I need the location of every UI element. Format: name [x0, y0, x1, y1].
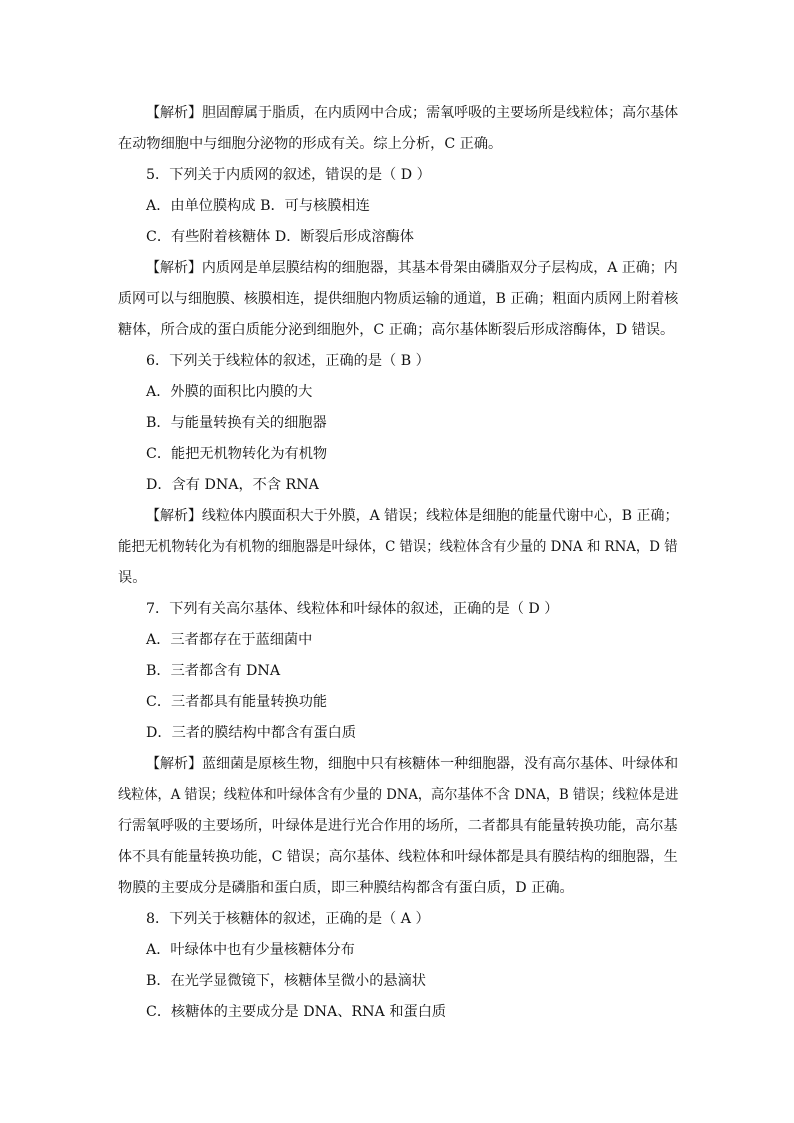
question-7-stem: 7．下列有关高尔基体、线粒体和叶绿体的叙述，正确的是（ D ） — [146, 601, 559, 617]
analysis-7-line-5: 物膜的主要成分是磷脂和蛋白质，即三种膜结构都含有蛋白质，D 正确。 — [118, 880, 574, 896]
question-5-options-ab: A．由单位膜构成 B．可与核膜相连 — [146, 198, 370, 214]
analysis-6-line-2: 能把无机物转化为有机物的细胞器是叶绿体，C 错误；线粒体含有少量的 DNA 和 RNA，D 错 — [118, 539, 678, 555]
analysis-7-line-4: 体不具有能量转换功能，C 错误；高尔基体、线粒体和叶绿体都是具有膜结构的细胞器，生 — [118, 849, 678, 865]
question-6-option-a: A．外膜的面积比内膜的大 — [146, 384, 313, 400]
analysis-7-line-2: 线粒体，A 错误；线粒体和叶绿体含有少量的 DNA，高尔基体不含 DNA，B 错误；线粒体是进 — [118, 787, 679, 803]
question-8-stem: 8．下列关于核糖体的叙述，正确的是（ A ） — [146, 911, 430, 927]
question-5-stem: 5．下列关于内质网的叙述，错误的是（ D ） — [146, 167, 431, 183]
analysis-7-line-3: 行需氧呼吸的主要场所，叶绿体是进行光合作用的场所，二者都具有能量转换功能，高尔基 — [118, 818, 678, 834]
analysis-7-line-1: 【解析】蓝细菌是原核生物，细胞中只有核糖体一种细胞器，没有高尔基体、叶绿体和 — [146, 756, 679, 772]
question-6-option-d: D．含有 DNA，不含 RNA — [146, 477, 319, 493]
question-7-option-c: C．三者都具有能量转换功能 — [146, 694, 328, 710]
analysis-4-line-2: 在动物细胞中与细胞分泌物的形成有关。综上分析，C 正确。 — [118, 136, 503, 152]
question-7-option-b: B．三者都含有 DNA — [146, 663, 281, 679]
question-6-option-c: C．能把无机物转化为有机物 — [146, 446, 328, 462]
question-7-option-d: D．三者的膜结构中都含有蛋白质 — [146, 725, 357, 741]
question-7-option-a: A．三者都存在于蓝细菌中 — [146, 632, 313, 648]
analysis-6-line-3: 误。 — [118, 570, 147, 586]
analysis-4-line-1: 【解析】胆固醇属于脂质，在内质网中合成；需氧呼吸的主要场所是线粒体；高尔基体 — [146, 105, 679, 121]
analysis-6-line-1: 【解析】线粒体内膜面积大于外膜，A 错误；线粒体是细胞的能量代谢中心，B 正确； — [146, 508, 679, 524]
question-8-option-b: B．在光学显微镜下，核糖体呈微小的悬滴状 — [146, 973, 426, 989]
question-8-option-a: A．叶绿体中也有少量核糖体分布 — [146, 942, 355, 958]
question-8-option-c: C．核糖体的主要成分是 DNA、RNA 和蛋白质 — [146, 1004, 447, 1020]
question-6-stem: 6．下列关于线粒体的叙述，正确的是（ B ） — [146, 353, 430, 369]
question-6-option-b: B．与能量转换有关的细胞器 — [146, 415, 327, 431]
analysis-5-line-2: 质网可以与细胞膜、核膜相连，提供细胞内物质运输的通道，B 正确；粗面内质网上附着核 — [118, 291, 679, 307]
analysis-5-line-3: 糖体，所合成的蛋白质能分泌到细胞外，C 正确；高尔基体断裂后形成溶酶体，D 错误。 — [118, 322, 675, 338]
analysis-5-line-1: 【解析】内质网是单层膜结构的细胞器，其基本骨架由磷脂双分子层构成，A 正确；内 — [146, 260, 678, 276]
question-5-options-cd: C．有些附着核糖体 D．断裂后形成溶酶体 — [146, 229, 414, 245]
